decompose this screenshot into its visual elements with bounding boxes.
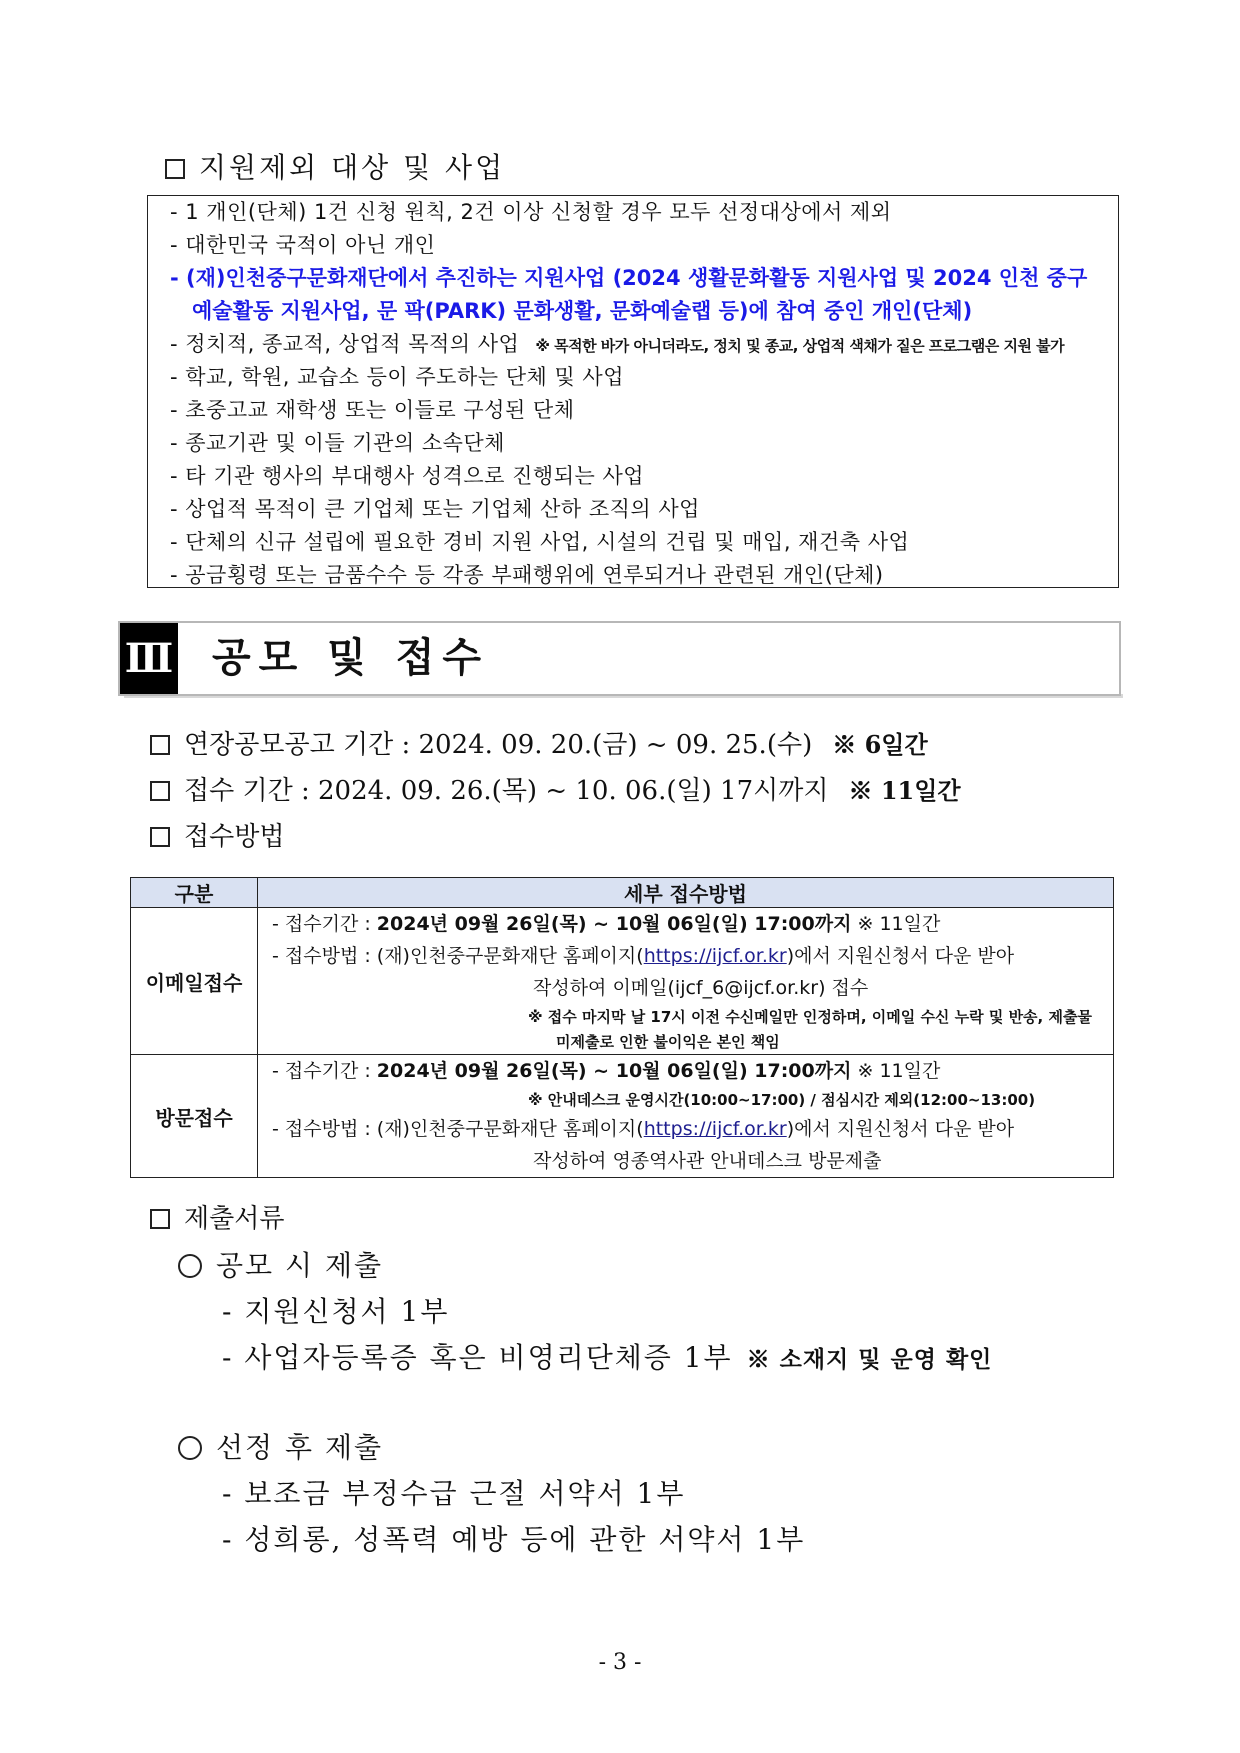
circle-bullet-icon: [178, 1254, 202, 1278]
reception-method-table: [130, 877, 1114, 1178]
documents-title: 제출서류: [150, 1198, 284, 1235]
document-item: - 보조금 부정수급 근절 서약서 1부: [222, 1477, 686, 1510]
document-group-title: 선정 후 제출: [178, 1426, 383, 1466]
table-row-email: [131, 908, 1114, 1055]
document-item: - 사업자등록증 혹은 비영리단체증 1부 ※ 소재지 및 운영 확인: [222, 1341, 993, 1374]
circle-bullet-icon: [178, 1436, 202, 1460]
exclusion-item: - 학교, 학원, 교습소 등이 주도하는 단체 및 사업: [170, 365, 624, 389]
exclusion-item: - 정치적, 종교적, 상업적 목적의 사업 ※ 목적한 바가 아니더라도, 정치 및 종교, 상업적 색채가 짙은 프로그램은 지원 불가: [170, 332, 1065, 356]
checkbox-square-icon: [150, 735, 170, 755]
exclusion-item: - 대한민국 국적이 아닌 개인: [170, 233, 436, 257]
checkbox-square-icon: [150, 781, 170, 801]
exclusion-item: - 공금횡령 또는 금품수수 등 각종 부패행위에 연루되거나 관련된 개인(단체): [170, 563, 884, 587]
checkbox-square-icon: [165, 159, 185, 179]
exclusion-note: ※ 목적한 바가 아니더라도, 정치 및 종교, 상업적 색채가 짙은 프로그램은 지원 불가: [535, 337, 1065, 355]
email-reception-label: 이메일접수: [131, 908, 258, 1055]
exclusion-item: - 초중고교 재학생 또는 이들로 구성된 단체: [170, 398, 575, 422]
section-title: 공모 및 접수: [212, 635, 490, 681]
table-row-visit: [131, 1055, 1114, 1178]
reception-period-note: ※ 11일간: [848, 776, 961, 805]
reception-period-line: 접수 기간 : 2024. 09. 26.(목) ~ 10. 06.(일) 17시까지 ※ 11일간: [150, 770, 961, 807]
reception-method-title: 접수방법: [150, 816, 284, 853]
document-note: ※ 소재지 및 운영 확인: [746, 1346, 993, 1373]
table-header-row: [131, 878, 1114, 908]
section-number: Ⅲ: [120, 623, 178, 694]
exclusion-item: - 타 기관 행사의 부대행사 성격으로 진행되는 사업: [170, 464, 645, 488]
document-item: - 성희롱, 성폭력 예방 등에 관한 서약서 1부: [222, 1523, 806, 1556]
checkbox-square-icon: [150, 827, 170, 847]
visit-reception-label: 방문접수: [131, 1055, 258, 1178]
extended-period-note: ※ 6일간: [832, 730, 928, 759]
email-reception-details: - 접수기간 : 2024년 09월 26일(목) ~ 10월 06일(일) 17:00까지 ※ 11일간 - 접수방법 : (재)인천중구문화재단 홈페이지(https://ijcf.or.kr)에서 지원신청서 다운 받아 작성하여 이메일(ijcf_6@ijcf.or.kr) 접수 ※ 접수 마지막 날 17시 이전 수신메일만 인정하며, 이메일 수신 누락 및 반송, 제출물 미제출로 인한 불이익은 본인 책임: [258, 908, 1114, 1055]
homepage-link[interactable]: https://ijcf.or.kr: [643, 1118, 787, 1140]
visit-reception-details: - 접수기간 : 2024년 09월 26일(목) ~ 10월 06일(일) 17:00까지 ※ 11일간 ※ 안내데스크 운영시간(10:00~17:00) / 점심시간 제외(12:00~13:00) - 접수방법 : (재)인천중구문화재단 홈페이지(https://ijcf.or.kr)에서 지원신청서 다운 받아 작성하여 영종역사관 안내데스크 방문제출: [258, 1055, 1114, 1178]
exclusion-section-title: [165, 146, 505, 186]
page-number: - 3 -: [598, 1650, 642, 1675]
exclusion-item: - 1 개인(단체) 1건 신청 원칙, 2건 이상 신청할 경우 모두 선정대상에서 제외: [170, 200, 892, 224]
exclusion-list-box: [147, 195, 1119, 588]
homepage-link[interactable]: https://ijcf.or.kr: [643, 945, 787, 967]
section-header: [118, 621, 1121, 696]
exclusion-title-text: 지원제외 대상 및 사업: [199, 151, 506, 184]
table-header-category: 구분: [131, 878, 258, 908]
extended-period-line: 연장공모공고 기간 : 2024. 09. 20.(금) ~ 09. 25.(수) ※ 6일간: [150, 724, 928, 761]
checkbox-square-icon: [150, 1209, 170, 1229]
exclusion-item: - 단체의 신규 설립에 필요한 경비 지원 사업, 시설의 건립 및 매입, 재건축 사업: [170, 530, 910, 554]
exclusion-item-highlight: - (재)인천중구문화재단에서 추진하는 지원사업 (2024 생활문화활동 지원사업 및 2024 인천 중구: [170, 266, 1088, 290]
document-item: - 지원신청서 1부: [222, 1295, 450, 1328]
exclusion-item: - 상업적 목적이 큰 기업체 또는 기업체 산하 조직의 사업: [170, 497, 700, 521]
document-group-title: 공모 시 제출: [178, 1244, 383, 1284]
exclusion-item: - 종교기관 및 이들 기관의 소속단체: [170, 431, 505, 455]
table-header-details: 세부 접수방법: [258, 878, 1114, 908]
exclusion-item-highlight-cont: 예술활동 지원사업, 문 팍(PARK) 문화생활, 문화예술랩 등)에 참여 중인 개인(단체): [192, 299, 973, 323]
